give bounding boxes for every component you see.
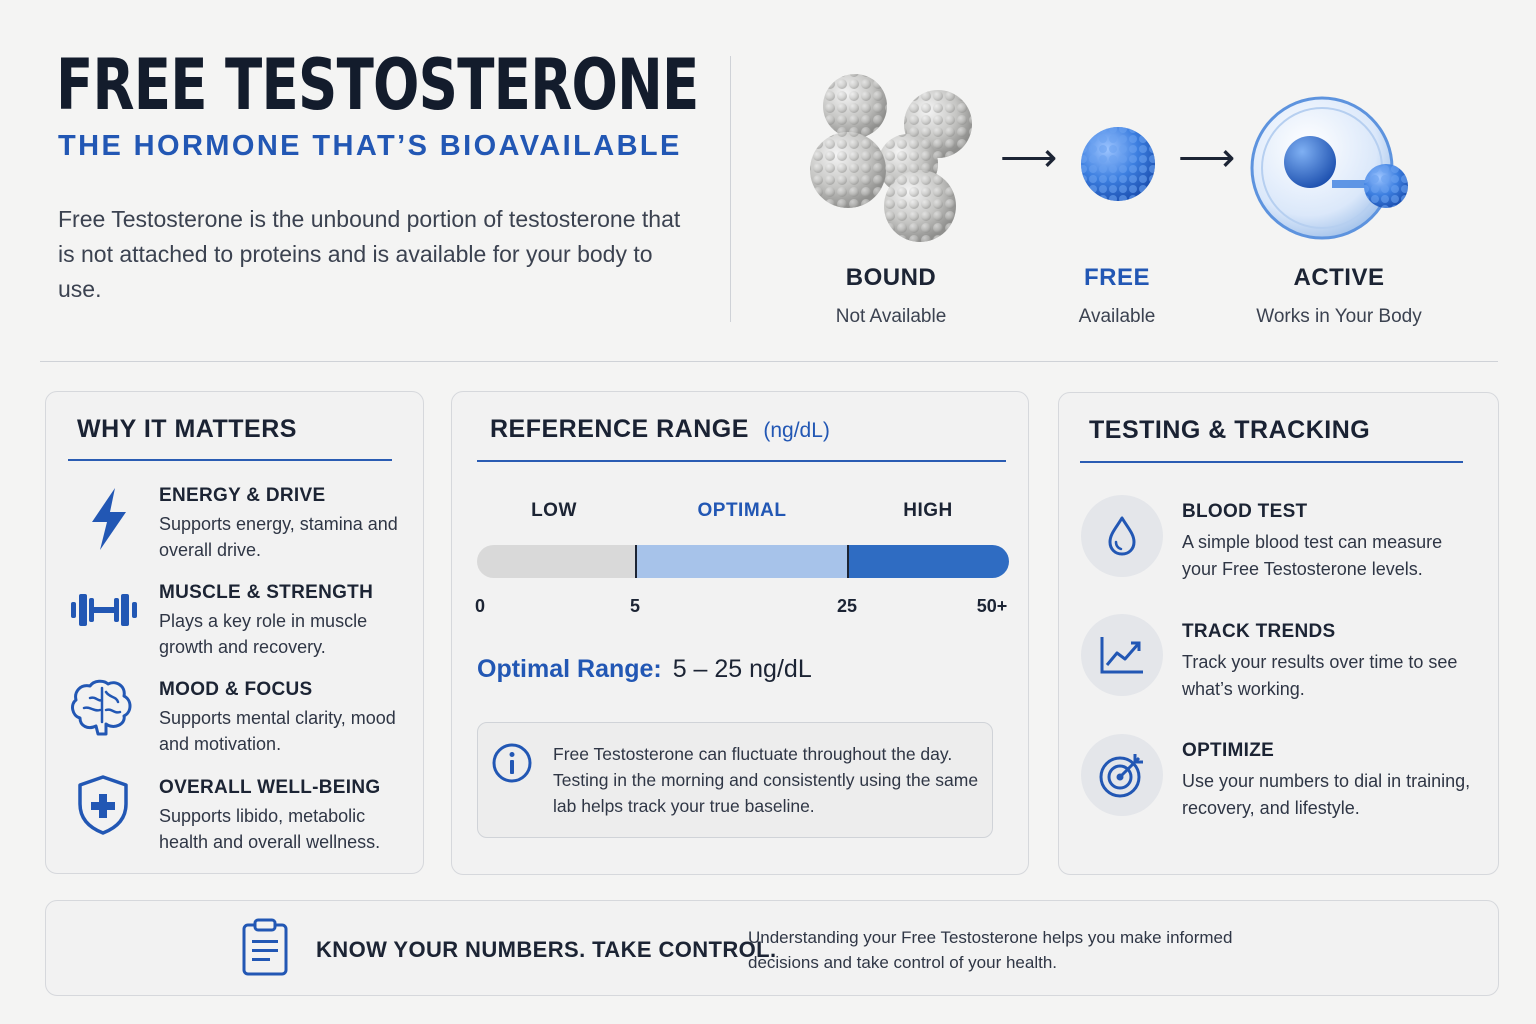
- stage-label: ACTIVE: [1293, 264, 1385, 291]
- testing-item: [1182, 501, 1482, 583]
- bound-molecules-icon: [800, 66, 980, 246]
- why-item: [159, 777, 409, 855]
- trend-chart-badge: [1081, 614, 1163, 696]
- header-divider: [730, 56, 731, 322]
- arrow-right-icon: ⟶: [1178, 136, 1236, 180]
- why-rule: [68, 459, 392, 461]
- stage-sub: Works in Your Body: [1256, 306, 1422, 327]
- footer-desc: Understanding your Free Testosterone helps you make informed decisions and take control of your health.: [748, 928, 1233, 972]
- lightning-icon: [88, 486, 130, 552]
- range-label-high: HIGH: [903, 500, 953, 521]
- reference-title: REFERENCE RANGE: [490, 415, 749, 443]
- reference-unit: (ng/dL): [763, 419, 830, 442]
- optimal-range-value: 5 – 25 ng/dL: [672, 655, 812, 683]
- why-item: [159, 485, 409, 563]
- clipboard-icon: [240, 917, 290, 977]
- testing-item-title: TRACK TRENDS: [1182, 621, 1336, 642]
- range-bar-low: [477, 545, 635, 578]
- why-item-title: MUSCLE & STRENGTH: [159, 582, 374, 603]
- stage-bound: [791, 264, 991, 328]
- testing-item-title: OPTIMIZE: [1182, 740, 1275, 761]
- arrow-right-icon: ⟶: [1000, 136, 1058, 180]
- target-icon: [1097, 750, 1147, 800]
- why-item-desc: Supports libido, metabolic health and overall wellness.: [159, 806, 381, 852]
- why-title: WHY IT MATTERS: [77, 415, 297, 443]
- why-item-title: MOOD & FOCUS: [159, 679, 313, 700]
- info-note: Free Testosterone can fluctuate throughout the day. Testing in the morning and consistently using the same lab helps track your true baseline.: [553, 744, 979, 816]
- stage-active: [1229, 264, 1449, 328]
- range-tick: 5: [629, 596, 640, 616]
- shield-plus-icon: [76, 774, 130, 836]
- stage-sub: Not Available: [835, 306, 947, 327]
- range-bar: [477, 545, 1009, 578]
- testing-item: [1182, 621, 1482, 703]
- info-icon: [491, 742, 533, 784]
- testing-item: [1182, 740, 1482, 822]
- why-item-desc: Supports mental clarity, mood and motivation.: [159, 708, 396, 754]
- target-badge: [1081, 734, 1163, 816]
- testing-title: TESTING & TRACKING: [1089, 416, 1371, 444]
- why-item-desc: Supports energy, stamina and overall drive.: [159, 514, 398, 560]
- section-divider: [40, 361, 1498, 362]
- stage-sub: Available: [1078, 306, 1156, 327]
- optimal-range-line: [477, 655, 812, 684]
- range-bar-high: [849, 545, 1009, 578]
- range-tick: 0: [474, 596, 485, 616]
- trend-chart-icon: [1099, 635, 1145, 675]
- optimal-range-label: Optimal Range:: [477, 655, 662, 683]
- testing-item-desc: A simple blood test can measure your Free Testosterone levels.: [1182, 532, 1443, 579]
- range-label-low: LOW: [531, 500, 577, 521]
- range-tick: 50+: [976, 596, 1008, 616]
- stage-label: BOUND: [845, 264, 937, 291]
- range-bar-optimal: [637, 545, 847, 578]
- why-item: [159, 582, 409, 660]
- why-item-title: OVERALL WELL-BEING: [159, 777, 381, 798]
- reference-header: [490, 415, 830, 444]
- why-item-desc: Plays a key role in muscle growth and recovery.: [159, 611, 368, 657]
- testing-item-desc: Track your results over time to see what’s working.: [1182, 652, 1458, 699]
- range-tick: 25: [836, 596, 858, 616]
- why-item-title: ENERGY & DRIVE: [159, 485, 326, 506]
- cell-icon: [1250, 94, 1412, 244]
- reference-rule: [477, 460, 1006, 462]
- testing-rule: [1080, 461, 1463, 463]
- stage-label: FREE: [1083, 264, 1150, 291]
- footer-title: KNOW YOUR NUMBERS. TAKE CONTROL.: [316, 937, 777, 962]
- brain-icon: [70, 678, 134, 738]
- page-subtitle: THE HORMONE THAT’S BIOAVAILABLE: [58, 130, 682, 162]
- free-molecule-icon: [1078, 124, 1158, 204]
- testing-item-desc: Use your numbers to dial in training, recovery, and lifestyle.: [1182, 771, 1471, 818]
- blood-drop-icon: [1102, 514, 1142, 558]
- page-title: FREE TESTOSTERONE: [56, 44, 699, 126]
- blood-drop-badge: [1081, 495, 1163, 577]
- dumbbell-icon: [70, 590, 138, 630]
- testing-item-title: BLOOD TEST: [1182, 501, 1308, 522]
- intro-text: Free Testosterone is the unbound portion of testosterone that is not attached to proteins and is available for your body to use.: [58, 206, 681, 302]
- range-label-optimal: OPTIMAL: [697, 500, 787, 521]
- stage-free: [1017, 264, 1217, 328]
- why-item: [159, 679, 409, 757]
